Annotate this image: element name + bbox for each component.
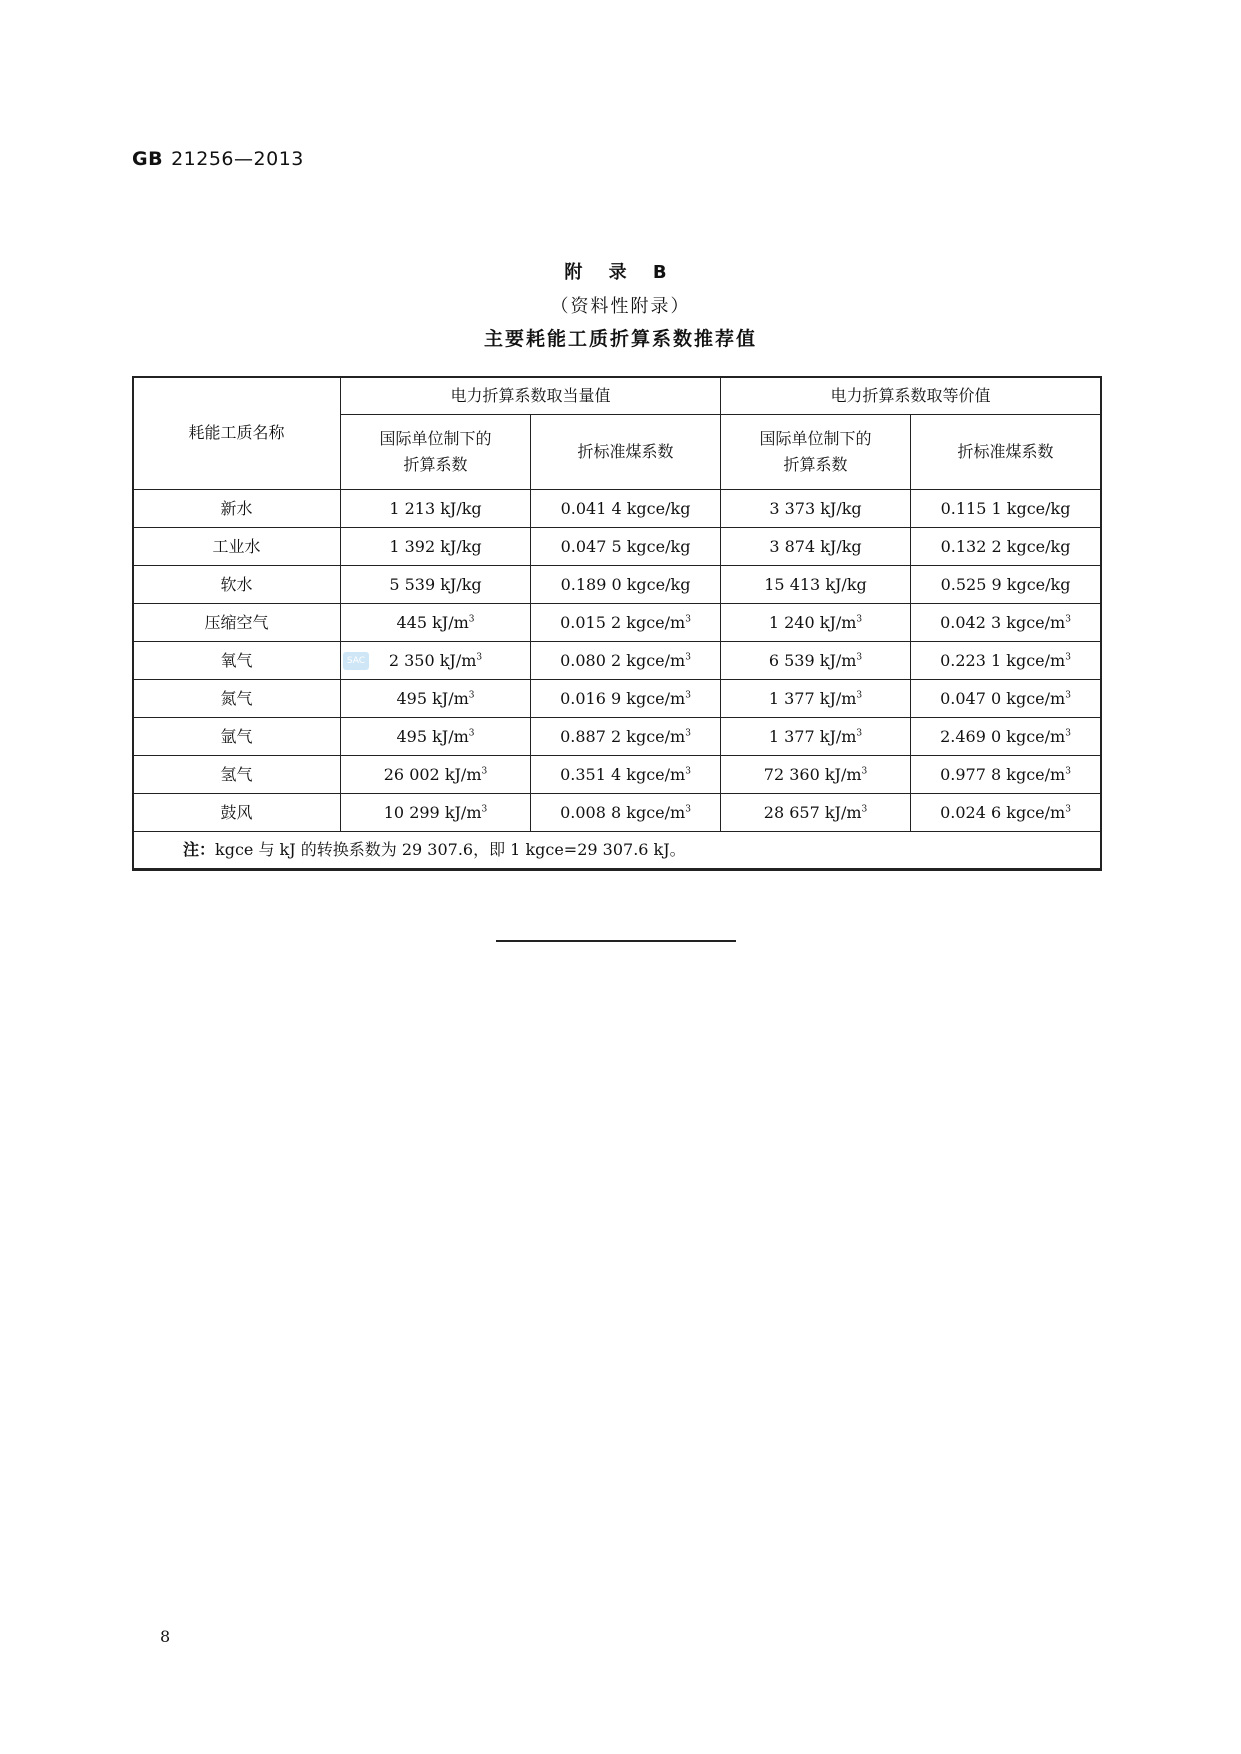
cell-value: 1 392 kJ/kg	[389, 536, 482, 556]
header-medium-name: 耗能工质名称	[133, 377, 341, 490]
note-text: kgce 与 kJ 的转换系数为 29 307.6，即 1 kgce=29 307.6 kJ。	[215, 840, 686, 860]
table-row	[133, 756, 1101, 794]
table-note	[133, 832, 1101, 869]
unit-exponent: 3	[468, 690, 475, 701]
cell-value: 495 kJ/m	[396, 688, 469, 708]
medium-name-cell	[133, 718, 341, 756]
cell-value: 2 350 kJ/m	[388, 650, 477, 670]
cell-value: 0.047 0 kgce/m	[940, 688, 1066, 708]
medium-name-cell	[133, 566, 341, 604]
equal-price-coal-cell	[911, 756, 1101, 794]
medium-name: 软水	[220, 574, 253, 594]
cell-value: 2.469 0 kgce/m	[940, 726, 1066, 746]
medium-name-cell	[133, 528, 341, 566]
table-row	[133, 528, 1101, 566]
equal-price-coal-cell	[911, 718, 1101, 756]
table-row	[133, 680, 1101, 718]
unit-exponent: 3	[685, 804, 691, 815]
unit-exponent: 3	[468, 728, 475, 739]
cell-value: 1 213 kJ/kg	[389, 498, 482, 518]
medium-name-cell	[133, 680, 341, 718]
equal-price-si-cell	[721, 566, 911, 604]
equivalent-coal-cell	[531, 718, 721, 756]
standard-number: 21256—2013	[171, 148, 304, 170]
equivalent-coal-cell	[531, 756, 721, 794]
cell-value: 495 kJ/m	[396, 726, 469, 746]
cell-value: 0.041 4 kgce/kg	[560, 498, 691, 518]
unit-exponent: 3	[856, 614, 863, 625]
equal-price-coal-cell	[911, 528, 1101, 566]
equivalent-si-cell	[341, 566, 531, 604]
medium-name-cell	[133, 756, 341, 794]
unit-exponent: 3	[685, 728, 691, 739]
cell-value: 0.008 8 kgce/m	[560, 802, 686, 822]
equal-price-coal-cell	[911, 566, 1101, 604]
page-number: 8	[160, 1627, 171, 1646]
unit-exponent: 3	[685, 766, 691, 777]
end-rule	[496, 940, 736, 942]
header-coal-coefficient-2: 折标准煤系数	[911, 415, 1101, 490]
table-row	[133, 794, 1101, 832]
equal-price-coal-cell	[911, 642, 1101, 680]
medium-name-cell	[133, 490, 341, 528]
cell-value: 0.351 4 kgce/m	[560, 764, 686, 784]
header-si-coefficient-1	[341, 415, 531, 490]
equivalent-si-cell	[341, 528, 531, 566]
cell-value: 1 240 kJ/m	[768, 612, 857, 632]
table-row	[133, 642, 1101, 680]
equivalent-si-cell	[341, 756, 531, 794]
cell-value: 1 377 kJ/m	[768, 688, 857, 708]
table-note-row	[133, 832, 1101, 869]
medium-name: 氩气	[220, 726, 253, 746]
equal-price-si-cell	[721, 490, 911, 528]
cell-value: 0.024 6 kgce/m	[940, 802, 1066, 822]
medium-name: 新水	[220, 498, 253, 518]
medium-name-cell	[133, 794, 341, 832]
medium-name: 压缩空气	[204, 612, 269, 632]
watermark-stamp: SAC	[343, 652, 369, 670]
equal-price-si-cell	[721, 528, 911, 566]
unit-exponent: 3	[476, 652, 483, 663]
header-si-line1: 国际单位制下的	[379, 429, 492, 449]
equal-price-coal-cell	[911, 490, 1101, 528]
equal-price-coal-cell	[911, 794, 1101, 832]
equal-price-si-cell	[721, 718, 911, 756]
cell-value: 0.525 9 kgce/kg	[940, 574, 1071, 594]
unit-exponent: 3	[481, 766, 488, 777]
unit-exponent: 3	[1065, 652, 1071, 663]
unit-exponent: 3	[856, 690, 863, 701]
appendix-title: 附 录 B	[564, 262, 677, 283]
equal-price-si-cell	[721, 794, 911, 832]
equivalent-coal-cell	[531, 794, 721, 832]
unit-exponent: 3	[1065, 804, 1071, 815]
cell-value: 3 874 kJ/kg	[769, 536, 862, 556]
equal-price-coal-cell	[911, 680, 1101, 718]
header-si-line2: 折算系数	[403, 455, 468, 474]
cell-value: 0.047 5 kgce/kg	[560, 536, 691, 556]
unit-exponent: 3	[1065, 614, 1071, 625]
cell-value: 5 539 kJ/kg	[389, 574, 482, 594]
equivalent-coal-cell	[531, 566, 721, 604]
medium-name: 鼓风	[220, 802, 253, 822]
table-row	[133, 604, 1101, 642]
equivalent-coal-cell	[531, 528, 721, 566]
equal-price-si-cell	[721, 604, 911, 642]
equivalent-coal-cell	[531, 680, 721, 718]
header-si-coefficient-2	[721, 415, 911, 490]
cell-value: 0.132 2 kgce/kg	[940, 536, 1071, 556]
unit-exponent: 3	[861, 766, 868, 777]
medium-name: 氮气	[220, 688, 253, 708]
standard-prefix: GB	[132, 148, 164, 170]
equal-price-coal-cell	[911, 604, 1101, 642]
equivalent-si-cell	[341, 718, 531, 756]
cell-value: 15 413 kJ/kg	[764, 574, 867, 594]
equivalent-si-cell	[341, 680, 531, 718]
equivalent-si-cell	[341, 642, 531, 680]
cell-value: 28 657 kJ/m	[763, 802, 862, 822]
unit-exponent: 3	[685, 614, 691, 625]
cell-value: 0.080 2 kgce/m	[560, 650, 686, 670]
table-row	[133, 718, 1101, 756]
cell-value: 0.223 1 kgce/m	[940, 650, 1066, 670]
medium-name: 氧气	[220, 650, 253, 670]
unit-exponent: 3	[685, 690, 691, 701]
equivalent-si-cell	[341, 604, 531, 642]
medium-name-cell	[133, 604, 341, 642]
equivalent-si-cell	[341, 794, 531, 832]
medium-name: 工业水	[212, 536, 261, 556]
unit-exponent: 3	[685, 652, 691, 663]
cell-value: 445 kJ/m	[396, 612, 469, 632]
equal-price-si-cell	[721, 756, 911, 794]
equal-price-si-cell	[721, 680, 911, 718]
document-standard-number	[132, 148, 304, 170]
cell-value: 0.015 2 kgce/m	[560, 612, 686, 632]
header-si-line2: 折算系数	[783, 455, 848, 474]
equivalent-si-cell	[341, 490, 531, 528]
unit-exponent: 3	[856, 728, 863, 739]
medium-name: 氢气	[220, 764, 253, 784]
unit-exponent: 3	[1065, 728, 1071, 739]
cell-value: 10 299 kJ/m	[383, 802, 482, 822]
note-label: 注：	[183, 840, 216, 860]
unit-exponent: 3	[861, 804, 868, 815]
unit-exponent: 3	[1065, 766, 1071, 777]
cell-value: 0.977 8 kgce/m	[940, 764, 1066, 784]
cell-value: 0.016 9 kgce/m	[560, 688, 686, 708]
cell-value: 0.042 3 kgce/m	[940, 612, 1066, 632]
cell-value: 72 360 kJ/m	[763, 764, 862, 784]
cell-value: 3 373 kJ/kg	[769, 498, 862, 518]
unit-exponent: 3	[1065, 690, 1071, 701]
conversion-coefficient-table	[132, 376, 1101, 869]
header-equal-price-value: 电力折算系数取等价值	[721, 377, 1101, 415]
cell-value: 0.189 0 kgce/kg	[560, 574, 691, 594]
appendix-name: 主要耗能工质折算系数推荐值	[483, 328, 757, 350]
medium-name-cell	[133, 642, 341, 680]
table-row	[133, 490, 1101, 528]
equal-price-si-cell	[721, 642, 911, 680]
unit-exponent: 3	[481, 804, 488, 815]
cell-value: 6 539 kJ/m	[768, 650, 857, 670]
header-si-line1: 国际单位制下的	[759, 429, 872, 449]
appendix-subtitle: （资料性附录）	[550, 296, 691, 317]
table-row	[133, 566, 1101, 604]
cell-value: 1 377 kJ/m	[768, 726, 857, 746]
equivalent-coal-cell	[531, 642, 721, 680]
equivalent-coal-cell	[531, 490, 721, 528]
header-coal-coefficient-1: 折标准煤系数	[531, 415, 721, 490]
table-header-row-1	[133, 377, 1101, 415]
header-equivalent-value: 电力折算系数取当量值	[341, 377, 721, 415]
unit-exponent: 3	[468, 614, 475, 625]
equivalent-coal-cell	[531, 604, 721, 642]
cell-value: 0.115 1 kgce/kg	[940, 498, 1071, 518]
cell-value: 0.887 2 kgce/m	[560, 726, 686, 746]
unit-exponent: 3	[856, 652, 863, 663]
cell-value: 26 002 kJ/m	[383, 764, 482, 784]
